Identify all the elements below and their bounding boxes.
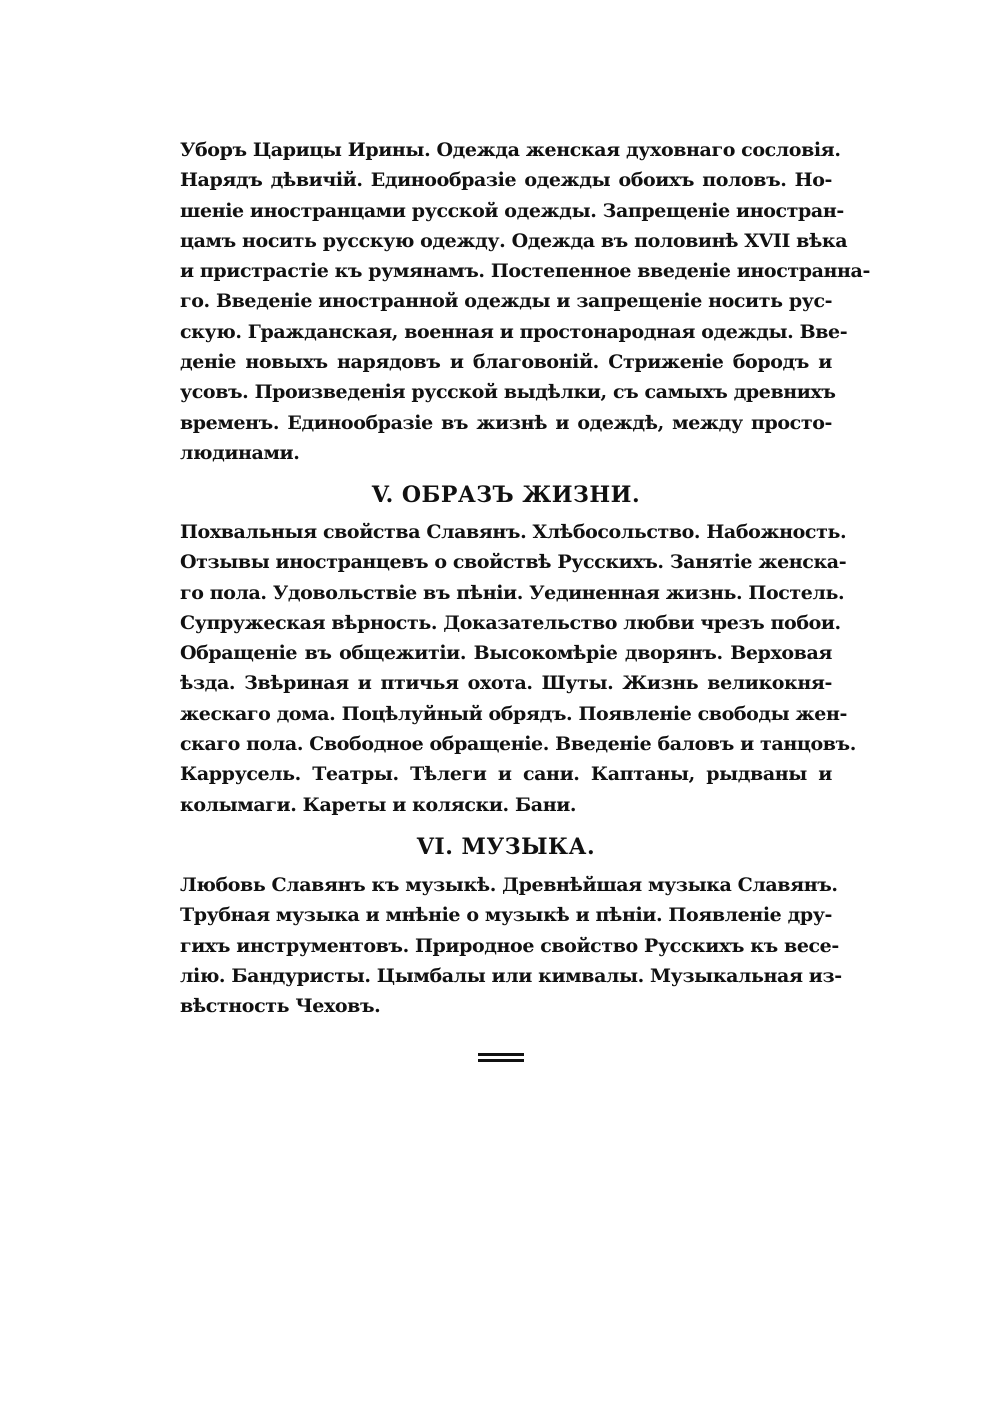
section-vi-body [180, 870, 842, 1021]
section-v-body [180, 517, 856, 820]
text-line: Похвальныя свойства Славянъ. Хлѣбосольство. Набожность. [180, 521, 847, 543]
text-line: Уборъ Царицы Ирины. Одежда женская духовнаго сословія. [180, 139, 841, 161]
text-line: скаго пола. Свободное обращеніе. Введеніе баловъ и танцовъ. [180, 733, 856, 756]
text-line: гихъ инструментовъ. Природное свойство Русскихъ къ весе- [180, 934, 839, 957]
text-line: Любовь Славянъ къ музыкѣ. Древнѣйшая музыка Славянъ. [180, 874, 838, 896]
text-line: цамъ носить русскую одежду. Одежда въ половинѣ XVII вѣка [180, 229, 848, 252]
section-iv-continuation [180, 135, 870, 468]
text-line: Обращеніе въ общежитіи. Высокомѣріе дворянъ. Верховая [180, 642, 832, 665]
text-line: Отзывы иностранцевъ о свойствѣ Русскихъ. Занятіе женска- [180, 551, 847, 574]
text-line: скую. Гражданская, военная и простонародная одежды. Вве- [180, 320, 848, 343]
text-line: временъ. Единообразіе въ жизнѣ и одеждѣ, между просто- [180, 411, 832, 434]
end-ornament [478, 1053, 524, 1063]
text-line: деніе новыхъ нарядовъ и благовоній. Стриженіе бородъ и [180, 351, 832, 374]
ornament-rule [478, 1053, 524, 1056]
text-line: го. Введеніе иностранной одежды и запрещеніе носить рус- [180, 290, 833, 313]
text-line: лію. Бандуристы. Цымбалы или кимвалы. Музыкальная из- [180, 964, 842, 987]
text-line: Каррусель. Театры. Тѣлеги и сани. Каптаны, рыдваны и [180, 763, 832, 786]
section-v-heading: V. ОБРАЗЪ ЖИЗНИ. [371, 482, 641, 508]
text-line: жескаго дома. Поцѣлуйный обрядъ. Появленіе свободы жен- [180, 702, 847, 725]
text-line: Супружеская вѣрность. Доказательство любви чрезъ побои. [180, 611, 841, 634]
text-line: и пристрастіе къ румянамъ. Постепенное введеніе иностранна- [180, 260, 870, 283]
text-line: ѣзда. Звѣриная и птичья охота. Шуты. Жизнь великокня- [180, 672, 832, 695]
section-vi-heading: VI. МУЗЫКА. [416, 834, 596, 860]
text-line: людинами. [180, 441, 300, 464]
text-line: вѣстность Чеховъ. [180, 995, 381, 1018]
text-line: Трубная музыка и мнѣніе о музыкѣ и пѣніи. Появленіе дру- [180, 904, 832, 927]
text-line: колымаги. Кареты и коляски. Бани. [180, 793, 577, 816]
text-line: шеніе иностранцами русской одежды. Запрещеніе иностран- [180, 199, 844, 222]
text-line: Нарядъ дѣвичій. Единообразіе одежды обоихъ половъ. Но- [180, 169, 832, 192]
text-line: го пола. Удовольствіе въ пѣніи. Уединенная жизнь. Постель. [180, 581, 845, 604]
ornament-rule [478, 1059, 524, 1062]
text-line: усовъ. Произведенія русской выдѣлки, съ самыхъ древнихъ [180, 381, 836, 404]
